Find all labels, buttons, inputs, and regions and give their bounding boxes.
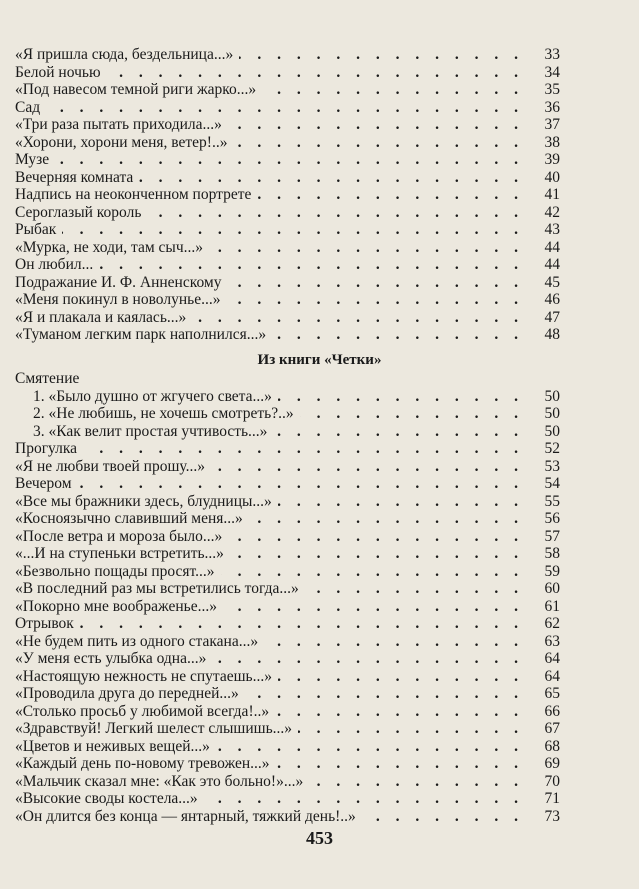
dot-leader [78, 475, 524, 493]
toc-entry-page: 57 [544, 527, 560, 545]
toc-entry [15, 440, 560, 458]
toc-entry-title: Музе [15, 151, 50, 168]
toc-entry [15, 633, 560, 651]
toc-entry-title: «Проводила друга до передней...» [15, 685, 239, 702]
dot-leader [305, 580, 524, 598]
dot-leader [46, 99, 524, 117]
toc-entry-title: Рыбак [15, 221, 57, 238]
toc-entry-title: 3. «Как велит простая учтивость...» [33, 422, 268, 440]
dot-leader [362, 808, 524, 826]
toc-entry-page: 36 [544, 98, 560, 116]
dot-leader [273, 423, 524, 441]
toc-entry-title: «Я не любви твоей прошу...» [15, 457, 205, 475]
toc-entry-title: «Каждый день по-новому тревожен...» [15, 755, 270, 772]
toc-entry-title: Отрывок [15, 615, 74, 632]
dot-leader [278, 493, 524, 511]
toc-entry-page: 52 [544, 440, 560, 457]
toc-entry [15, 370, 560, 388]
dot-leader [192, 309, 524, 327]
dot-leader [226, 291, 524, 309]
dot-leader [83, 440, 524, 458]
dot-leader [204, 790, 524, 808]
toc-entry-page: 68 [544, 737, 560, 755]
dot-leader [221, 563, 524, 581]
toc-entry [15, 510, 560, 528]
toc-entry-page: 42 [544, 203, 560, 221]
toc-entry-title: «Я и плакала и каялась...» [15, 308, 187, 326]
toc-entry-title: Вечером [15, 475, 72, 492]
toc-entry-title: «Цветов и неживых вещей...» [15, 737, 210, 755]
dot-leader [147, 204, 524, 222]
dot-leader [212, 650, 524, 668]
toc-entry-page: 46 [544, 291, 560, 308]
toc-entry-title: «Я пришла сюда, бездельница...» [15, 46, 234, 63]
toc-entry [15, 493, 560, 511]
toc-entry [15, 458, 560, 476]
toc-entry-title: Он любил... [15, 256, 94, 273]
toc-entry-title: «Высокие своды костела...» [15, 790, 198, 807]
dot-leader [223, 598, 524, 616]
dot-leader [216, 738, 524, 756]
toc-entry [15, 169, 560, 187]
toc-entry-page: 41 [544, 186, 560, 203]
toc-entry-page: 63 [544, 632, 560, 650]
toc-entry-page: 44 [544, 256, 560, 273]
toc-entry-page: 55 [544, 492, 560, 510]
dot-leader [107, 64, 524, 82]
dot-leader [209, 239, 524, 257]
dot-leader [276, 755, 524, 773]
toc-entry [15, 808, 560, 826]
dot-leader [230, 545, 524, 563]
toc-entry-page: 40 [544, 168, 560, 186]
toc-entry [15, 423, 560, 441]
dot-leader [264, 633, 524, 651]
toc-entry-title: «Мальчик сказал мне: «Как это больно!»...» [15, 772, 304, 790]
dot-leader [262, 81, 524, 99]
dot-leader [80, 615, 524, 633]
toc-entry [15, 528, 560, 546]
toc-entry [15, 239, 560, 257]
toc-entry [15, 151, 560, 169]
toc-entry-title: Сероглазый король [15, 203, 142, 221]
dot-leader [239, 46, 524, 64]
toc-entry-title: «...И на ступеньки встретить...» [15, 545, 224, 562]
dot-leader [62, 221, 524, 239]
toc-entry-page: 58 [544, 545, 560, 562]
toc-entry-page: 62 [544, 615, 560, 632]
toc-entry-title: «Меня покинул в новолунье...» [15, 291, 221, 308]
dot-leader [211, 458, 524, 476]
toc-entry-title: «В последний раз мы встретились тогда...» [15, 580, 299, 597]
toc-entry-title: Вечерняя комната [15, 168, 134, 186]
dot-leader [228, 528, 524, 546]
toc-entry [15, 685, 560, 703]
dot-leader [278, 388, 524, 406]
toc-entry-page: 64 [544, 667, 560, 685]
dot-leader [272, 326, 524, 344]
toc-entry-page: 37 [544, 116, 560, 133]
toc-entry [15, 204, 560, 222]
toc-entry-page: 70 [544, 772, 560, 790]
dot-leader [275, 703, 524, 721]
toc-entry-title: «Здравствуй! Легкий шелест слышишь...» [15, 720, 293, 737]
toc-entry-page: 59 [544, 562, 560, 580]
toc-entry [15, 475, 560, 493]
dot-leader [99, 256, 524, 274]
toc-entry-title: Подражание И. Ф. Анненскому [15, 273, 222, 291]
toc-entry-title: «Все мы бражники здесь, блудницы...» [15, 492, 272, 510]
toc-entry-page: 73 [544, 807, 560, 825]
dot-leader [249, 510, 524, 528]
toc-entry-title: 1. «Было душно от жгучего света...» [33, 387, 272, 405]
toc-entry-page: 45 [544, 273, 560, 291]
toc-entry [15, 615, 560, 633]
toc-entry-page: 47 [544, 308, 560, 326]
dot-leader [300, 405, 524, 423]
toc-entry-title: «После ветра и мороза было...» [15, 527, 223, 545]
dot-leader [298, 720, 524, 738]
toc-entry [15, 46, 560, 64]
toc-entry [15, 773, 560, 791]
toc-entry [15, 221, 560, 239]
toc-entry-title: 2. «Не любишь, не хочешь смотреть?..» [33, 405, 294, 422]
toc-entry [15, 134, 560, 152]
dot-leader [245, 685, 524, 703]
toc-entry-title: «Настоящую нежность не спутаешь...» [15, 667, 272, 685]
toc-entry-page: 54 [544, 475, 560, 492]
toc-entry [15, 291, 560, 309]
dot-leader [227, 274, 524, 292]
toc-entry-page: 65 [544, 685, 560, 702]
toc-entry-page: 64 [544, 650, 560, 667]
toc-entry [15, 755, 560, 773]
toc-entry [15, 580, 560, 598]
toc-entry [15, 256, 560, 274]
toc-entry [15, 598, 560, 616]
toc-entry-title: Белой ночью [15, 63, 101, 81]
toc-entry-title: «У меня есть улыбка одна...» [15, 650, 207, 667]
toc-entry-title: «Покорно мне воображенье...» [15, 597, 217, 615]
dot-leader [278, 668, 524, 686]
toc-entry-page: 60 [544, 580, 560, 597]
toc-entry-page: 61 [544, 597, 560, 615]
toc-entry-page: 44 [544, 238, 560, 256]
toc-entry [15, 186, 560, 204]
toc-entry [15, 405, 560, 423]
toc-entry-page: 33 [544, 46, 560, 63]
toc-entry-page: 50 [544, 405, 560, 422]
toc-entry-page: 35 [544, 81, 560, 98]
toc-entry [15, 703, 560, 721]
dot-leader [139, 169, 524, 187]
toc-entry-page: 50 [544, 422, 560, 440]
toc-entry-title: Прогулка [15, 440, 78, 457]
toc-entry-title: «Столько просьб у любимой всегда!..» [15, 702, 270, 720]
dot-leader [257, 186, 524, 204]
toc-entry-title: «Безвольно пощады просят...» [15, 562, 215, 580]
section-heading: Из книги «Четки» [257, 352, 382, 368]
toc-entry-title: Смятение [15, 370, 80, 387]
toc-entry [15, 274, 560, 292]
toc-entry [15, 563, 560, 581]
toc-entry-page: 38 [544, 133, 560, 151]
toc-list-section-a [15, 46, 560, 344]
toc-entry-title: «Под навесом темной риги жарко...» [15, 81, 257, 98]
toc-entry-title: «Три раза пытать приходила...» [15, 116, 222, 133]
toc-entry-page: 43 [544, 221, 560, 238]
toc-entry [15, 738, 560, 756]
toc-entry-page: 56 [544, 510, 560, 527]
toc-entry [15, 309, 560, 327]
toc-entry [15, 99, 560, 117]
toc-entry [15, 545, 560, 563]
toc-entry [15, 790, 560, 808]
toc-entry [15, 326, 560, 344]
toc-entry-page: 69 [544, 755, 560, 772]
toc-entry [15, 720, 560, 738]
toc-entry [15, 388, 560, 406]
toc-entry-page: 67 [544, 720, 560, 737]
dot-leader [228, 116, 524, 134]
toc-entry-title: «Хорони, хорони меня, ветер!..» [15, 133, 228, 151]
toc-entry [15, 64, 560, 82]
toc-entry-title: «Он длится без конца — янтарный, тяжкий день!..» [15, 807, 356, 825]
toc-entry-page: 53 [544, 457, 560, 475]
dot-leader [55, 151, 524, 169]
toc-entry-page: 39 [544, 151, 560, 168]
toc-list-section-b [15, 370, 560, 825]
toc-entry-page: 48 [544, 326, 560, 343]
dot-leader [309, 773, 524, 791]
toc-entry-title: «Мурка, не ходи, там сыч...» [15, 238, 204, 256]
toc-entry-title: «Косноязычно славивший меня...» [15, 510, 243, 527]
toc-entry-page: 50 [544, 387, 560, 405]
toc-entry [15, 116, 560, 134]
toc-entry-title: Надпись на неоконченном портрете [15, 186, 252, 203]
toc-entry [15, 81, 560, 99]
toc-entry-page: 71 [544, 790, 560, 807]
page-number: 453 [306, 828, 333, 848]
toc-entry [15, 668, 560, 686]
toc-entry [15, 650, 560, 668]
toc-entry-title: Сад [15, 98, 41, 116]
toc-entry-page: 66 [544, 702, 560, 720]
toc-entry-title: «Туманом легким парк наполнился...» [15, 326, 267, 343]
toc-entry-page: 34 [544, 63, 560, 81]
toc-entry-title: «Не будем пить из одного стакана...» [15, 632, 259, 650]
dot-leader [233, 134, 524, 152]
